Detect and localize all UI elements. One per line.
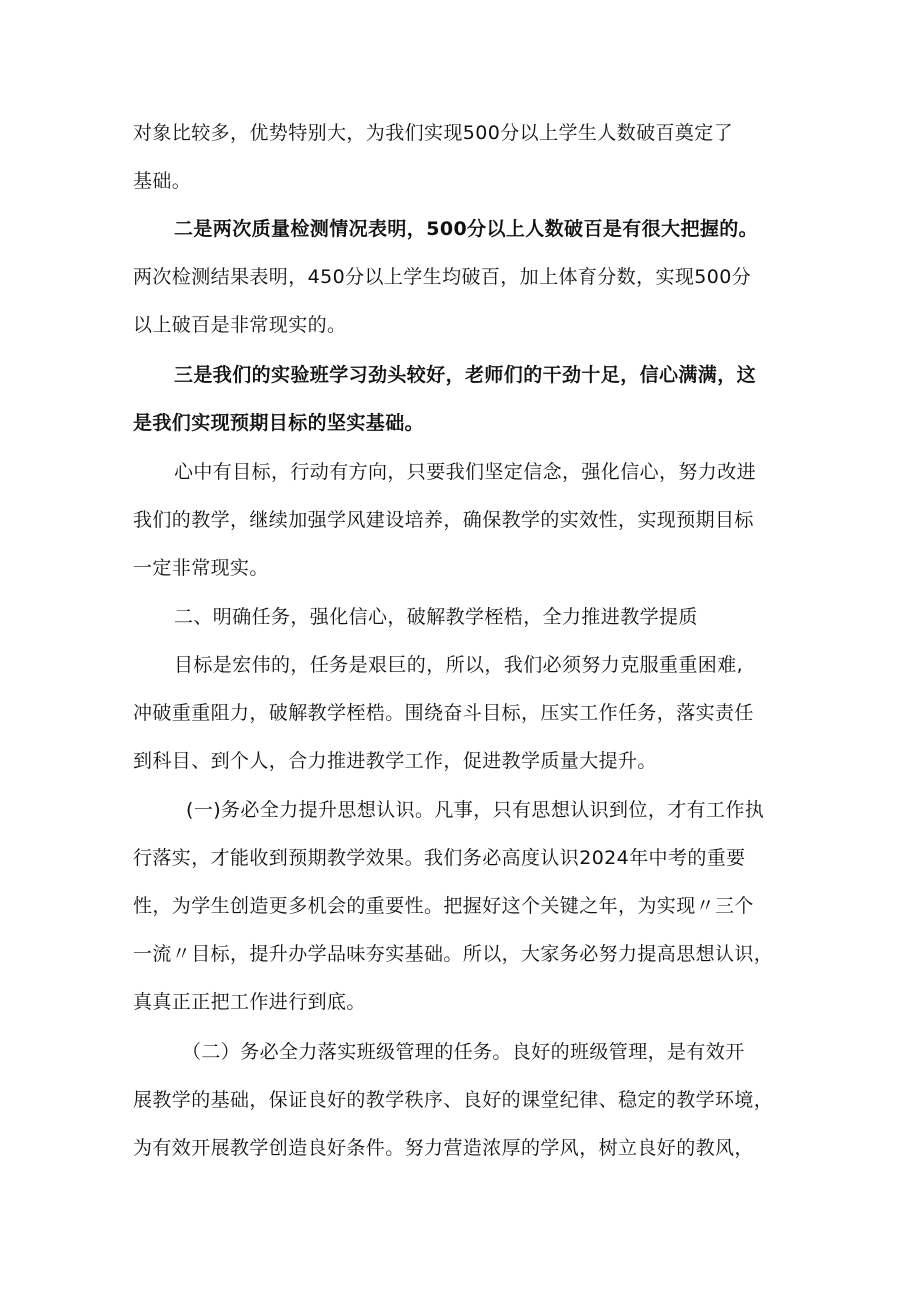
text-line: 为有效开展教学创造良好条件。努力营造浓厚的学风，树立良好的教风， xyxy=(133,1137,754,1159)
text-line: 一定非常现实。 xyxy=(133,557,269,579)
text-line: 冲破重重阻力，破解教学桎梏。围绕奋斗目标，压实工作任务，落实责任 xyxy=(133,702,754,724)
text-line: 一流〃目标，提升办学品味夯实基础。所以，大家务必努力提高思想认识， xyxy=(133,943,774,965)
text-line: (一)务必全力提升思想认识。凡事，只有思想认识到位，才有工作执 xyxy=(186,799,765,821)
text-line: 性，为学生创造更多机会的重要性。把握好这个关键之年，为实现〃三个 xyxy=(133,895,754,917)
text-line: 真真正正把工作进行到底。 xyxy=(133,991,366,1013)
text-line: 心中有目标，行动有方向，只要我们坚定信念，强化信心，努力改进 xyxy=(174,461,757,483)
text-line: 对象比较多，优势特别大，为我们实现500分以上学生人数破百奠定了 xyxy=(133,122,734,144)
text-line: 基础。 xyxy=(133,170,192,192)
bold-text-line: 三是我们的实验班学习劲头较好，老师们的干劲十足，信心满满，这 xyxy=(174,364,757,386)
text-line: 两次检测结果表明，450分以上学生均破百，加上体育分数，实现500分 xyxy=(133,266,752,288)
bold-text-line: 二是两次质量检测情况表明，500分以上人数破百是有很大把握的。 xyxy=(174,218,759,240)
bold-text-line: 是我们实现预期目标的坚实基础。 xyxy=(133,412,425,434)
text-line: 行落实，才能收到预期教学效果。我们务必高度认识2024年中考的重要 xyxy=(133,847,746,869)
section-heading: 二、明确任务，强化信心，破解教学桎梏，全力推进教学提质 xyxy=(174,606,698,628)
text-line: 我们的教学，继续加强学风建设培养，确保教学的实效性，实现预期目标 xyxy=(133,509,754,531)
text-line: 展教学的基础，保证良好的教学秩序、良好的课堂纪律、稳定的教学环境， xyxy=(133,1089,774,1111)
text-line: 目标是宏伟的，任务是艰巨的，所以，我们必须努力克服重重困难, xyxy=(174,654,744,676)
text-line: （二）务必全力落实班级管理的任务。良好的班级管理，是有效开 xyxy=(182,1041,745,1063)
text-line: 以上破百是非常现实的。 xyxy=(133,314,347,336)
text-line: 到科目、到个人，合力推进教学工作，促进教学质量大提升。 xyxy=(133,750,657,772)
